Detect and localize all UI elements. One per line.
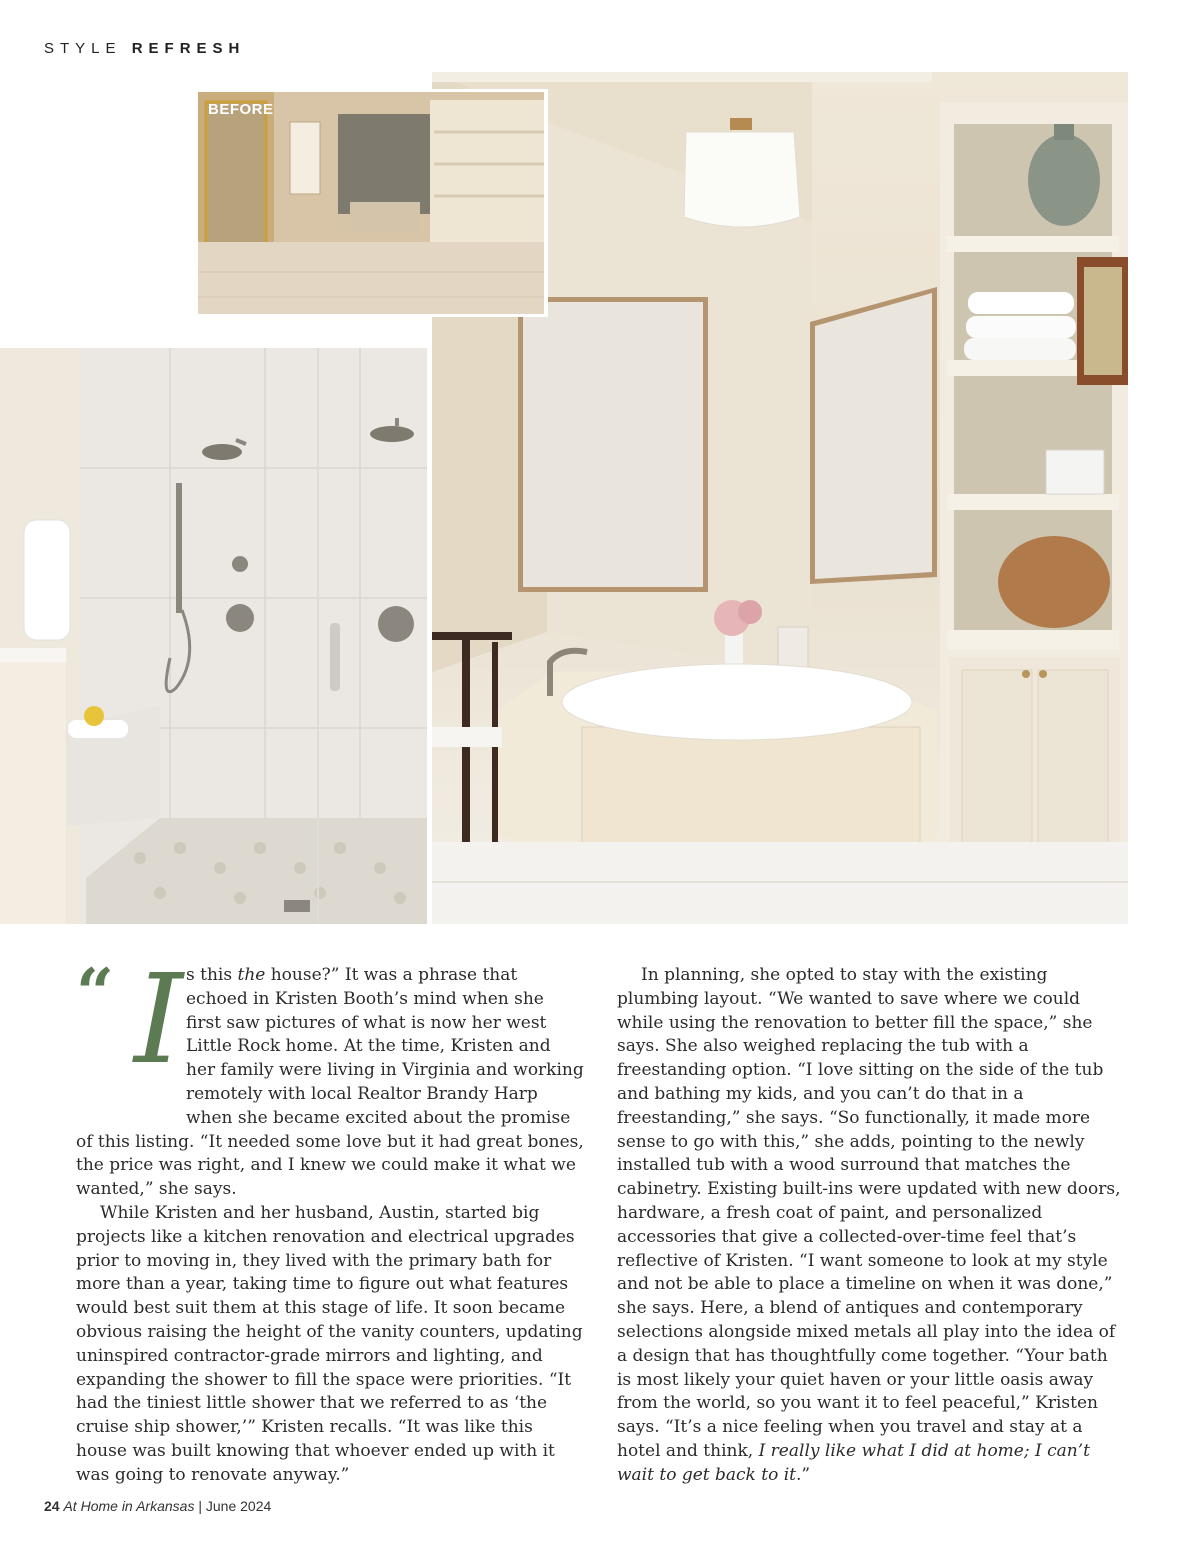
issue-date: June 2024 — [205, 1498, 272, 1514]
section-header-bold: REFRESH — [131, 40, 246, 57]
before-illustration — [198, 92, 544, 314]
article-paragraph-2: While Kristen and her husband, Austin, started big projects like a kitchen renovation and electrical upgrades prior to moving in, they lived with the primary bath for more than a year, taking time to figure out what features would best suit them at this stage of life. It soon became obvious raising the height of the vanity counters, updating uninspired contractor-grade mirrors and lighting, and expanding the shower to fill the space were priorities. “It had the tiniest little shower that we referred to as ‘the cruise ship shower,’” Kristen recalls. “It was like this house was built knowing that whoever ended up with it was going to renovate anyway.” — [76, 1202, 583, 1485]
paragraph-1-italic: the — [237, 965, 266, 985]
paragraph-3-start: In planning, she opted to stay with the existing plumbing layout. “We wanted to save where we could while using the renovation to better fill the space,” she says. She also weighed replacing the tub with a freestanding option. “I love sitting on the side of the tub and bathing my kids, and you can’t do that in a freestanding,” she says. “So functionally, it made more sense to go with this,” she adds, pointing to the newly installed tub with a wood surround that matches the cabinetry. Existing built-ins were updated with new doors, hardware, a fresh coat of paint, and personalized accessories that give a collected-over-time feel that’s reflective of Kristen. “I want someone to look at my style and not be able to place a timeline on when it was done,” she says. Here, a blend of antiques and contemporary selections alongside mixed metals all play into the idea of a design that has thoughtfully come together. “Your bath is most likely your quiet haven or your little oasis away from the world, so you want it to feel peaceful,” Kristen says. “It’s a nice feeling when you travel and stay at a hotel and think, — [617, 965, 1121, 1461]
before-label: BEFORE — [208, 101, 274, 118]
paragraph-1-start: s this — [186, 965, 238, 985]
publication-name: At Home in Arkansas — [63, 1498, 195, 1514]
before-photo — [196, 89, 548, 317]
article-column-right — [617, 964, 1125, 1488]
article-column-left — [76, 948, 584, 1488]
drop-cap — [76, 948, 186, 1109]
page-number: 24 — [44, 1498, 60, 1514]
drop-cap-quote: “ — [76, 954, 114, 1032]
section-header — [44, 40, 245, 57]
shower-illustration — [0, 348, 427, 924]
section-header-light: STYLE — [44, 40, 122, 57]
footer-separator: | — [194, 1498, 206, 1514]
article-paragraph-3 — [617, 964, 1125, 1488]
before-photo-image — [198, 92, 544, 314]
paragraph-1-rest: house?” It was a phrase that echoed in Kristen Booth’s mind when she first saw pictures of what is now her west Little Rock home. At the time, Kristen and her family were living in Virginia and working remotely with local Realtor Brandy Harp when she became excited about the promise of this listing. “It needed some love but it had great bones, the price was right, and I knew we could make it what we wanted,” she says. — [76, 965, 584, 1200]
paragraph-3-italic: I really like what I did at home; I can’t wait to get back to it — [617, 1440, 1090, 1485]
shower-photo — [0, 348, 427, 924]
drop-cap-letter: I — [134, 948, 183, 1092]
page-footer — [44, 1498, 271, 1514]
paragraph-3-end: .” — [796, 1464, 811, 1485]
